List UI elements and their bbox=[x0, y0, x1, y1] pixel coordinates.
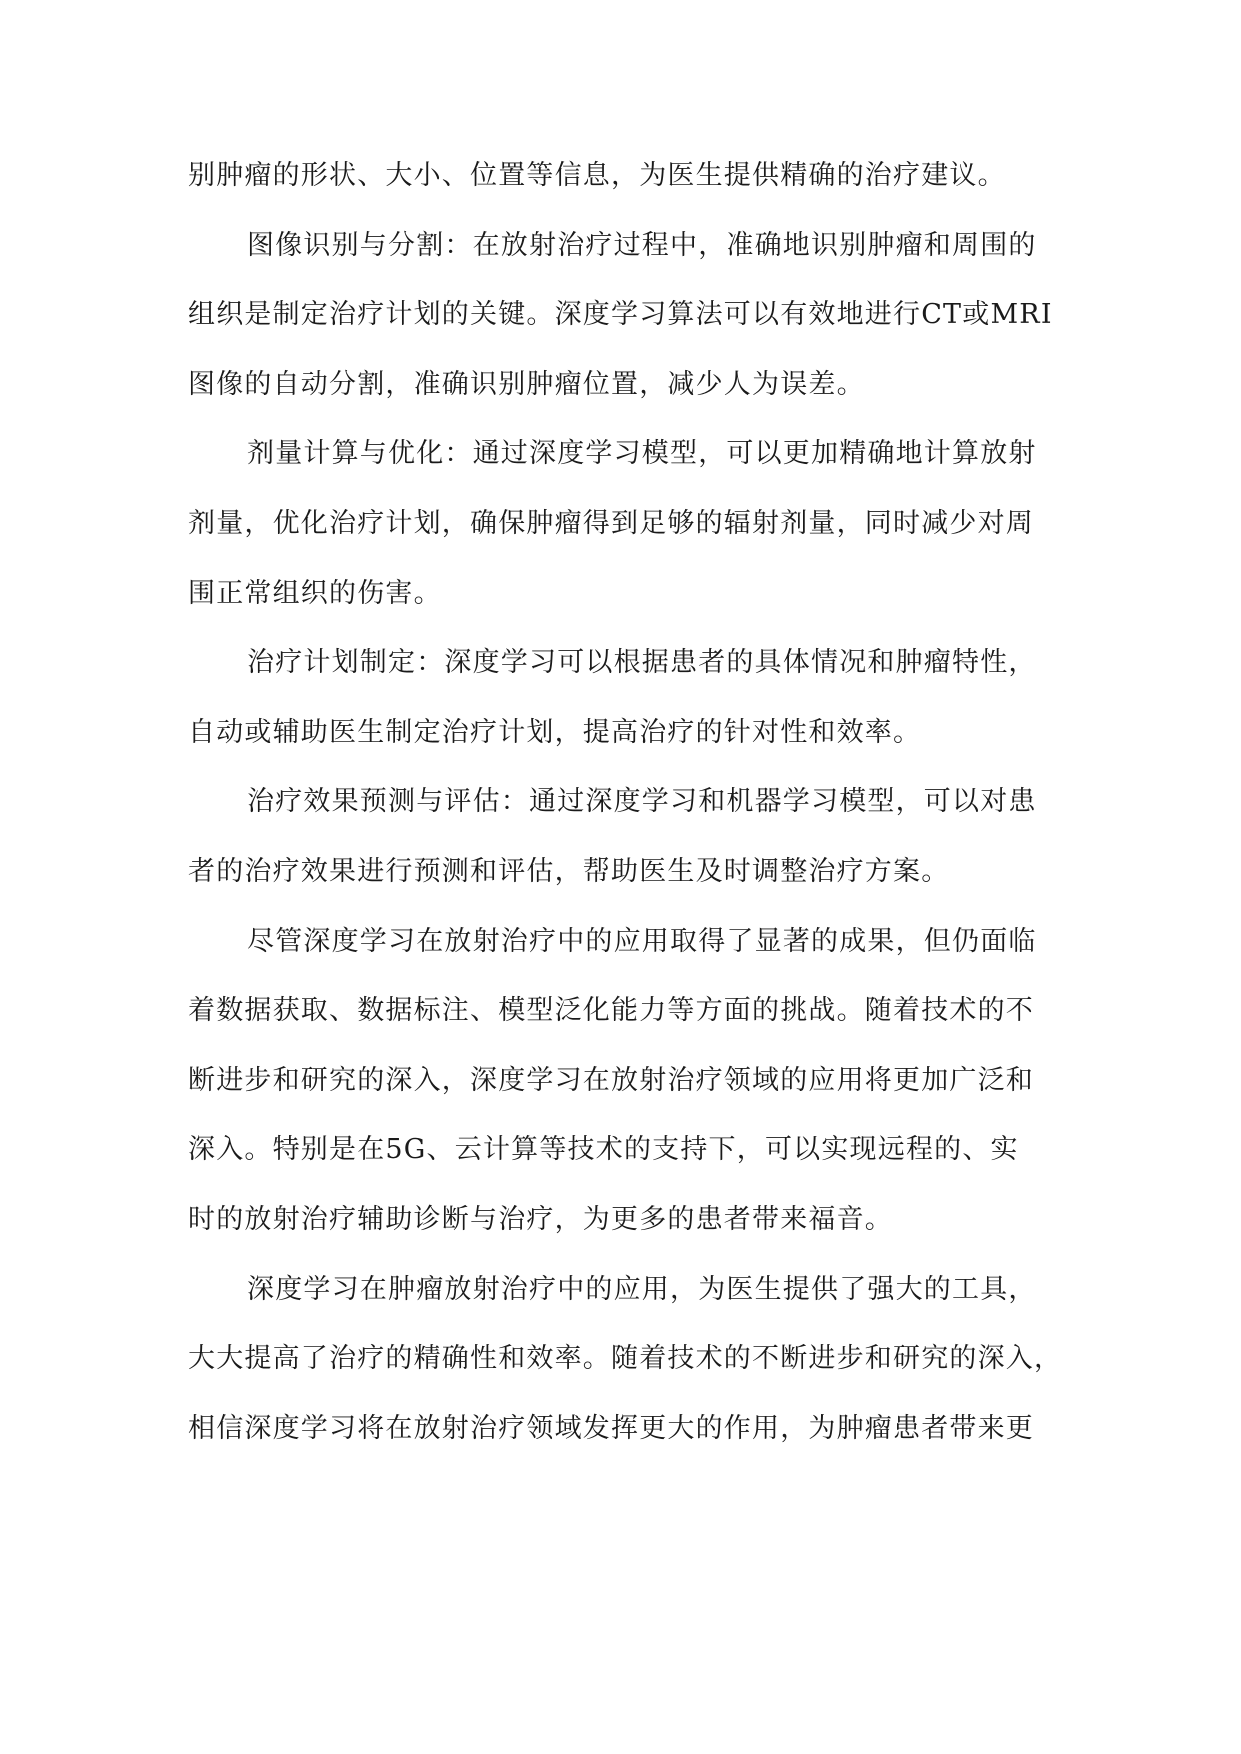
text-line: 围正常组织的伤害。 bbox=[188, 577, 442, 609]
text-line: 自动或辅助医生制定治疗计划，提高治疗的针对性和效率。 bbox=[188, 716, 922, 748]
text-line: 别肿瘤的形状、大小、位置等信息，为医生提供精确的治疗建议。 bbox=[188, 160, 1006, 191]
paragraph-first-line: 图像识别与分割：在放射治疗过程中，准确地识别肿瘤和周围的 bbox=[247, 229, 1037, 261]
text-line: 着数据获取、数据标注、模型泛化能力等方面的挑战。随着技术的不 bbox=[188, 995, 1034, 1027]
text-line: 者的治疗效果进行预测和评估，帮助医生及时调整治疗方案。 bbox=[188, 855, 950, 887]
text-line: 深入。特别是在5G、云计算等技术的支持下，可以实现远程的、实 bbox=[188, 1134, 1019, 1166]
paragraph-first-line: 剂量计算与优化：通过深度学习模型，可以更加精确地计算放射 bbox=[247, 438, 1037, 470]
body-text bbox=[188, 141, 1063, 1463]
paragraph-first-line: 治疗效果预测与评估：通过深度学习和机器学习模型，可以对患 bbox=[247, 786, 1037, 818]
text-line: 剂量，优化治疗计划，确保肿瘤得到足够的辐射剂量，同时减少对周 bbox=[188, 507, 1034, 539]
text-line: 组织是制定治疗计划的关键。深度学习算法可以有效地进行CT或MRI bbox=[188, 299, 1053, 331]
text-line: 时的放射治疗辅助诊断与治疗，为更多的患者带来福音。 bbox=[188, 1203, 893, 1235]
paragraph-first-line: 治疗计划制定：深度学习可以根据患者的具体情况和肿瘤特性， bbox=[247, 647, 1037, 679]
paragraph-first-line: 深度学习在肿瘤放射治疗中的应用，为医生提供了强大的工具， bbox=[247, 1273, 1037, 1305]
text-line: 图像的自动分割，准确识别肿瘤位置，减少人为误差。 bbox=[188, 368, 865, 400]
text-line: 相信深度学习将在放射治疗领域发挥更大的作用，为肿瘤患者带来更 bbox=[188, 1412, 1034, 1444]
text-line: 大大提高了治疗的精确性和效率。随着技术的不断进步和研究的深入， bbox=[188, 1343, 1063, 1375]
paragraph-first-line: 尽管深度学习在放射治疗中的应用取得了显著的成果，但仍面临 bbox=[247, 925, 1037, 957]
text-line: 断进步和研究的深入，深度学习在放射治疗领域的应用将更加广泛和 bbox=[188, 1064, 1034, 1096]
